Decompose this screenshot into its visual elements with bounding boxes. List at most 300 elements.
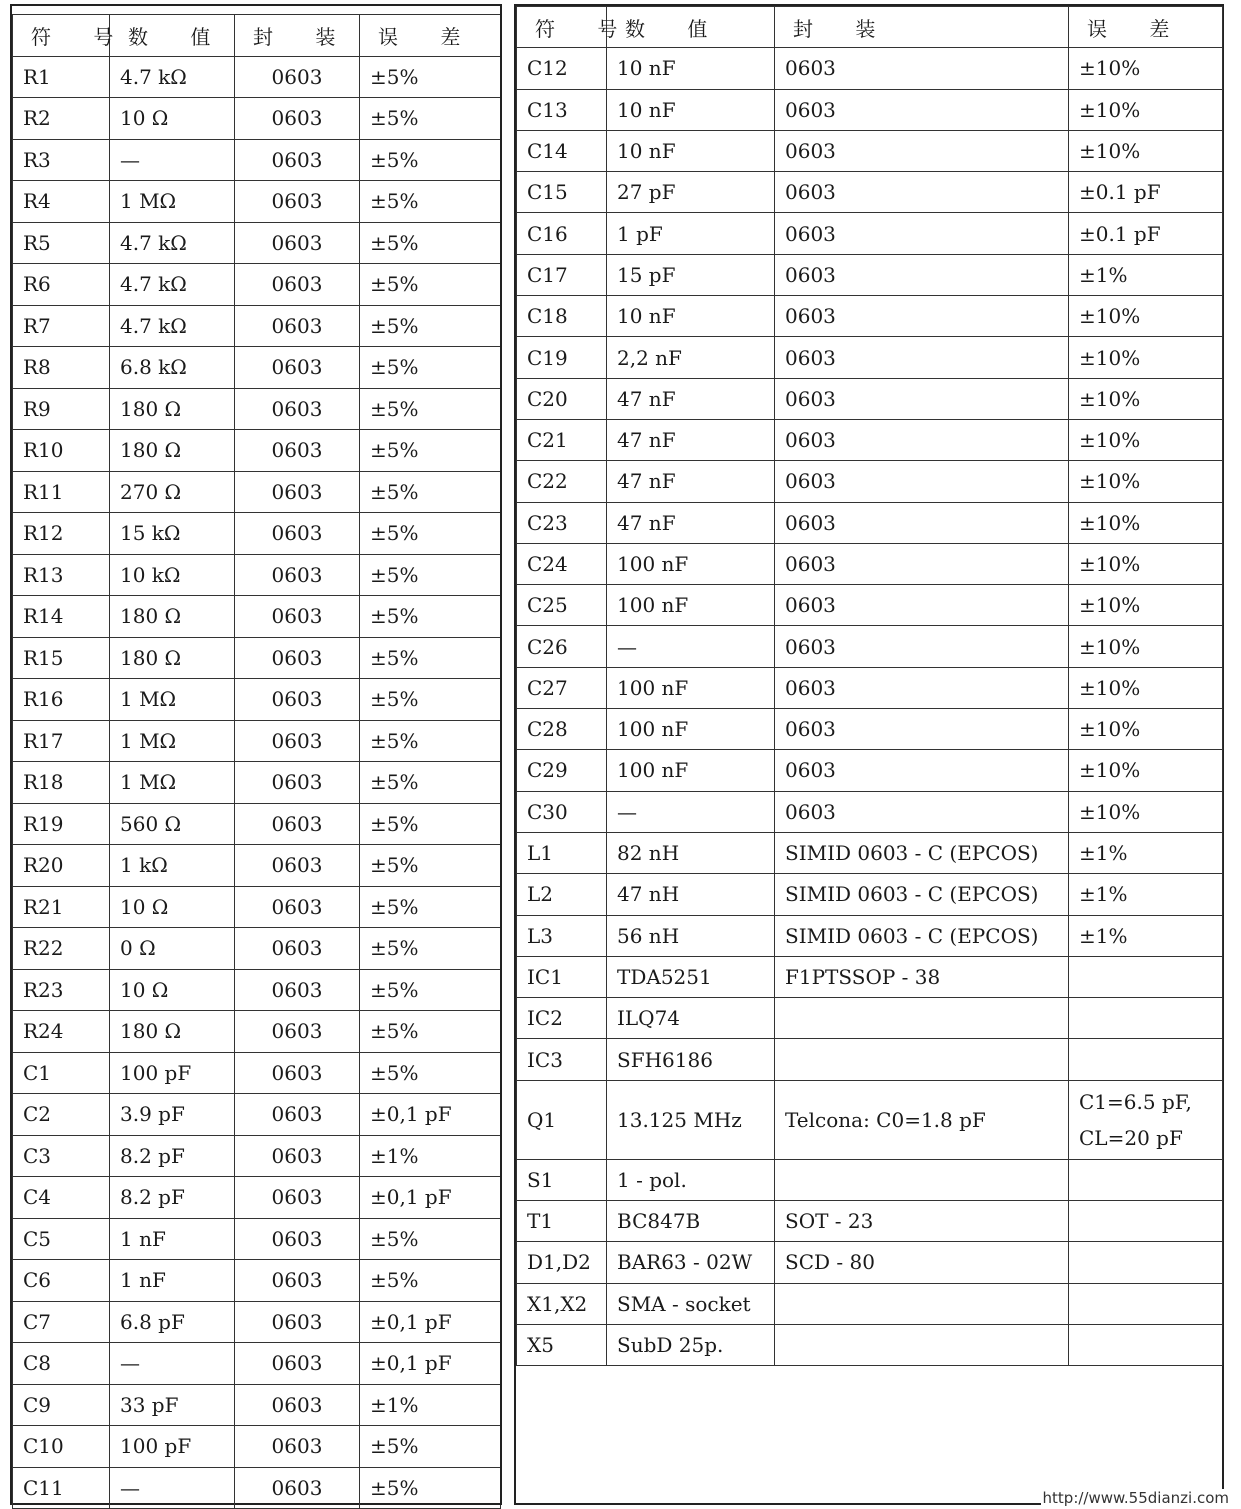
symbol-cell: C21 bbox=[517, 419, 607, 460]
value-cell: 1 nF bbox=[110, 1260, 235, 1302]
value-cell: 100 pF bbox=[110, 1426, 235, 1468]
tolerance-cell: ±1% bbox=[1069, 832, 1223, 873]
tolerance-cell: ±5% bbox=[360, 98, 501, 140]
table-row bbox=[517, 1080, 1223, 1159]
symbol-cell: R14 bbox=[13, 596, 110, 638]
tolerance-cell: ±5% bbox=[360, 762, 501, 804]
tolerance-cell: ±5% bbox=[360, 1467, 501, 1509]
table-row bbox=[517, 585, 1223, 626]
package-cell: 0603 bbox=[775, 213, 1069, 254]
value-cell: — bbox=[110, 1467, 235, 1509]
package-cell: 0603 bbox=[235, 1260, 360, 1302]
value-cell: 10 Ω bbox=[110, 886, 235, 928]
table-row bbox=[13, 1384, 501, 1426]
table-row bbox=[13, 1260, 501, 1302]
value-cell: 56 nH bbox=[607, 915, 775, 956]
tolerance-cell: ±5% bbox=[360, 264, 501, 306]
package-cell: 0603 bbox=[775, 626, 1069, 667]
tolerance-cell bbox=[1069, 1283, 1223, 1324]
tolerance-cell: ±5% bbox=[360, 388, 501, 430]
tolerance-cell: ±10% bbox=[1069, 502, 1223, 543]
symbol-cell: IC2 bbox=[517, 998, 607, 1039]
symbol-cell: Q1 bbox=[517, 1080, 607, 1159]
symbol-cell: X5 bbox=[517, 1324, 607, 1365]
symbol-cell: C8 bbox=[13, 1343, 110, 1385]
symbol-cell: L1 bbox=[517, 832, 607, 873]
table-row bbox=[13, 720, 501, 762]
tolerance-cell bbox=[1069, 1201, 1223, 1242]
symbol-cell: R17 bbox=[13, 720, 110, 762]
tolerance-cell: ±0.1 pF bbox=[1069, 172, 1223, 213]
value-cell: ILQ74 bbox=[607, 998, 775, 1039]
table-row bbox=[517, 1159, 1223, 1200]
table-row bbox=[517, 419, 1223, 460]
table-row bbox=[13, 222, 501, 264]
header-value: 数 值 bbox=[110, 15, 235, 57]
tolerance-cell: ±10% bbox=[1069, 48, 1223, 89]
table-row bbox=[13, 1011, 501, 1053]
package-cell: SIMID 0603 - C (EPCOS) bbox=[775, 915, 1069, 956]
header-package: 封 装 bbox=[775, 7, 1069, 48]
symbol-cell: C18 bbox=[517, 296, 607, 337]
tolerance-cell: ±5% bbox=[360, 554, 501, 596]
package-cell: 0603 bbox=[775, 130, 1069, 171]
table-row bbox=[13, 886, 501, 928]
symbol-cell: L2 bbox=[517, 874, 607, 915]
table-row bbox=[517, 89, 1223, 130]
value-cell: 10 Ω bbox=[110, 98, 235, 140]
package-cell: 0603 bbox=[775, 543, 1069, 584]
symbol-cell: R6 bbox=[13, 264, 110, 306]
tolerance-cell bbox=[1069, 998, 1223, 1039]
value-cell: 560 Ω bbox=[110, 803, 235, 845]
tolerance-cell: ±5% bbox=[360, 969, 501, 1011]
symbol-cell: R7 bbox=[13, 305, 110, 347]
symbol-cell: C11 bbox=[13, 1467, 110, 1509]
package-cell: 0603 bbox=[235, 886, 360, 928]
tolerance-cell: ±10% bbox=[1069, 709, 1223, 750]
table-row bbox=[517, 337, 1223, 378]
right-parts-table bbox=[516, 6, 1223, 1366]
package-cell: 0603 bbox=[775, 337, 1069, 378]
symbol-cell: C19 bbox=[517, 337, 607, 378]
table-row bbox=[517, 1039, 1223, 1080]
value-cell: 1 MΩ bbox=[110, 720, 235, 762]
value-cell: 4.7 kΩ bbox=[110, 56, 235, 98]
value-cell: 47 nF bbox=[607, 461, 775, 502]
value-cell: 4.7 kΩ bbox=[110, 222, 235, 264]
package-cell: 0603 bbox=[235, 1052, 360, 1094]
tolerance-cell: ±10% bbox=[1069, 130, 1223, 171]
package-cell: 0603 bbox=[775, 502, 1069, 543]
table-row bbox=[13, 803, 501, 845]
package-cell: 0603 bbox=[235, 1426, 360, 1468]
table-row bbox=[13, 1301, 501, 1343]
value-cell: 82 nH bbox=[607, 832, 775, 873]
package-cell: SIMID 0603 - C (EPCOS) bbox=[775, 874, 1069, 915]
value-cell: 100 nF bbox=[607, 543, 775, 584]
table-row bbox=[13, 56, 501, 98]
symbol-cell: C22 bbox=[517, 461, 607, 502]
tolerance-cell: ±5% bbox=[360, 886, 501, 928]
symbol-cell: X1,X2 bbox=[517, 1283, 607, 1324]
table-row bbox=[13, 98, 501, 140]
value-cell: 27 pF bbox=[607, 172, 775, 213]
table-row bbox=[517, 667, 1223, 708]
table-row bbox=[13, 596, 501, 638]
table-row bbox=[13, 430, 501, 472]
value-cell: 180 Ω bbox=[110, 637, 235, 679]
value-cell: 100 pF bbox=[110, 1052, 235, 1094]
symbol-cell: R8 bbox=[13, 347, 110, 389]
table-row bbox=[13, 139, 501, 181]
tolerance-cell: ±10% bbox=[1069, 667, 1223, 708]
table-row bbox=[13, 1094, 501, 1136]
value-cell: 47 nF bbox=[607, 419, 775, 460]
value-cell: 8.2 pF bbox=[110, 1135, 235, 1177]
tolerance-cell: ±5% bbox=[360, 1011, 501, 1053]
symbol-cell: T1 bbox=[517, 1201, 607, 1242]
table-row bbox=[517, 832, 1223, 873]
table-row bbox=[517, 915, 1223, 956]
value-cell: SFH6186 bbox=[607, 1039, 775, 1080]
value-cell: 1 MΩ bbox=[110, 762, 235, 804]
package-cell: 0603 bbox=[235, 181, 360, 223]
table-row bbox=[13, 388, 501, 430]
value-cell: 13.125 MHz bbox=[607, 1080, 775, 1159]
package-cell: 0603 bbox=[775, 296, 1069, 337]
package-cell: 0603 bbox=[775, 254, 1069, 295]
value-cell: 33 pF bbox=[110, 1384, 235, 1426]
package-cell: 0603 bbox=[235, 554, 360, 596]
symbol-cell: IC3 bbox=[517, 1039, 607, 1080]
header-package: 封 装 bbox=[235, 15, 360, 57]
value-cell: 1 MΩ bbox=[110, 679, 235, 721]
symbol-cell: C14 bbox=[517, 130, 607, 171]
package-cell: 0603 bbox=[235, 762, 360, 804]
tolerance-cell: ±10% bbox=[1069, 337, 1223, 378]
tolerance-cell bbox=[1069, 1159, 1223, 1200]
symbol-cell: D1,D2 bbox=[517, 1242, 607, 1283]
value-cell: 1 - pol. bbox=[607, 1159, 775, 1200]
table-row bbox=[517, 378, 1223, 419]
package-cell: 0603 bbox=[235, 430, 360, 472]
tolerance-cell: ±5% bbox=[360, 1218, 501, 1260]
tolerance-cell: ±10% bbox=[1069, 543, 1223, 584]
table-row bbox=[517, 130, 1223, 171]
tolerance-cell: ±10% bbox=[1069, 626, 1223, 667]
tolerance-cell: ±0,1 pF bbox=[360, 1343, 501, 1385]
value-cell: 47 nF bbox=[607, 378, 775, 419]
symbol-cell: C28 bbox=[517, 709, 607, 750]
tolerance-cell: ±5% bbox=[360, 1052, 501, 1094]
tolerance-cell: ±10% bbox=[1069, 378, 1223, 419]
symbol-cell: R9 bbox=[13, 388, 110, 430]
package-cell: 0603 bbox=[235, 56, 360, 98]
symbol-cell: C26 bbox=[517, 626, 607, 667]
table-row bbox=[13, 1343, 501, 1385]
package-cell: 0603 bbox=[775, 89, 1069, 130]
table-row bbox=[13, 554, 501, 596]
symbol-cell: C12 bbox=[517, 48, 607, 89]
table-row bbox=[517, 172, 1223, 213]
value-cell: 47 nH bbox=[607, 874, 775, 915]
table-row bbox=[517, 461, 1223, 502]
tolerance-cell: ±5% bbox=[360, 637, 501, 679]
value-cell: 10 nF bbox=[607, 48, 775, 89]
table-row bbox=[13, 347, 501, 389]
table-row bbox=[517, 296, 1223, 337]
value-cell: 180 Ω bbox=[110, 596, 235, 638]
value-cell: 8.2 pF bbox=[110, 1177, 235, 1219]
package-cell: 0603 bbox=[775, 378, 1069, 419]
tolerance-cell: ±1% bbox=[1069, 874, 1223, 915]
package-cell: 0603 bbox=[775, 667, 1069, 708]
package-cell: 0603 bbox=[235, 1094, 360, 1136]
value-cell: 4.7 kΩ bbox=[110, 264, 235, 306]
tolerance-cell: ±5% bbox=[360, 1260, 501, 1302]
value-cell: 3.9 pF bbox=[110, 1094, 235, 1136]
package-cell: 0603 bbox=[235, 1343, 360, 1385]
symbol-cell: R11 bbox=[13, 471, 110, 513]
table-row bbox=[517, 213, 1223, 254]
table-row bbox=[13, 637, 501, 679]
tolerance-cell: ±5% bbox=[360, 471, 501, 513]
value-cell: 270 Ω bbox=[110, 471, 235, 513]
table-row bbox=[13, 1177, 501, 1219]
package-cell: 0603 bbox=[235, 98, 360, 140]
value-cell: — bbox=[110, 1343, 235, 1385]
package-cell: 0603 bbox=[235, 305, 360, 347]
symbol-cell: C25 bbox=[517, 585, 607, 626]
tolerance-cell: ±1% bbox=[1069, 254, 1223, 295]
table-row bbox=[517, 998, 1223, 1039]
tolerance-cell: ±10% bbox=[1069, 89, 1223, 130]
symbol-cell: R19 bbox=[13, 803, 110, 845]
symbol-cell: R24 bbox=[13, 1011, 110, 1053]
tolerance-cell: ±5% bbox=[360, 181, 501, 223]
table-row bbox=[13, 762, 501, 804]
symbol-cell: R1 bbox=[13, 56, 110, 98]
package-cell: F1PTSSOP - 38 bbox=[775, 956, 1069, 997]
package-cell: 0603 bbox=[235, 513, 360, 555]
table-row bbox=[13, 1218, 501, 1260]
table-row bbox=[13, 969, 501, 1011]
tolerance-cell: ±10% bbox=[1069, 750, 1223, 791]
tolerance-cell: ±0,1 pF bbox=[360, 1301, 501, 1343]
table-row bbox=[13, 1135, 501, 1177]
package-cell: 0603 bbox=[235, 1384, 360, 1426]
tolerance-cell: ±5% bbox=[360, 679, 501, 721]
tolerance-cell: ±10% bbox=[1069, 296, 1223, 337]
value-cell: — bbox=[607, 791, 775, 832]
column-divider bbox=[500, 4, 516, 1505]
table-row bbox=[517, 1283, 1223, 1324]
value-cell: — bbox=[607, 626, 775, 667]
table-row bbox=[517, 956, 1223, 997]
value-cell: 10 kΩ bbox=[110, 554, 235, 596]
tolerance-cell bbox=[1069, 1242, 1223, 1283]
package-cell: 0603 bbox=[235, 596, 360, 638]
tolerance-cell bbox=[1069, 1039, 1223, 1080]
table-row bbox=[517, 874, 1223, 915]
package-cell: 0603 bbox=[775, 172, 1069, 213]
package-cell: 0603 bbox=[235, 1218, 360, 1260]
value-cell: 6.8 pF bbox=[110, 1301, 235, 1343]
package-cell: 0603 bbox=[775, 461, 1069, 502]
package-cell: 0603 bbox=[235, 679, 360, 721]
package-cell bbox=[775, 1039, 1069, 1080]
tolerance-cell: ±1% bbox=[1069, 915, 1223, 956]
symbol-cell: C24 bbox=[517, 543, 607, 584]
tolerance-cell: ±5% bbox=[360, 720, 501, 762]
tolerance-cell: ±5% bbox=[360, 928, 501, 970]
value-cell: 180 Ω bbox=[110, 1011, 235, 1053]
value-cell: 100 nF bbox=[607, 709, 775, 750]
value-cell: 180 Ω bbox=[110, 430, 235, 472]
value-cell: BAR63 - 02W bbox=[607, 1242, 775, 1283]
package-cell: 0603 bbox=[235, 264, 360, 306]
symbol-cell: C27 bbox=[517, 667, 607, 708]
table-row bbox=[13, 928, 501, 970]
tolerance-cell: ±5% bbox=[360, 222, 501, 264]
value-cell: 47 nF bbox=[607, 502, 775, 543]
symbol-cell: L3 bbox=[517, 915, 607, 956]
header-row bbox=[517, 7, 1223, 48]
symbol-cell: C10 bbox=[13, 1426, 110, 1468]
package-cell bbox=[775, 1159, 1069, 1200]
tolerance-cell: ±10% bbox=[1069, 461, 1223, 502]
tolerance-cell: ±5% bbox=[360, 305, 501, 347]
symbol-cell: R12 bbox=[13, 513, 110, 555]
table-row bbox=[517, 750, 1223, 791]
tolerance-cell: ±10% bbox=[1069, 585, 1223, 626]
table-row bbox=[517, 1324, 1223, 1365]
symbol-cell: C29 bbox=[517, 750, 607, 791]
table-row bbox=[13, 264, 501, 306]
symbol-cell: C1 bbox=[13, 1052, 110, 1094]
symbol-cell: C4 bbox=[13, 1177, 110, 1219]
table-row bbox=[13, 1426, 501, 1468]
package-cell bbox=[775, 998, 1069, 1039]
package-cell bbox=[775, 1324, 1069, 1365]
symbol-cell: R3 bbox=[13, 139, 110, 181]
symbol-cell: C2 bbox=[13, 1094, 110, 1136]
symbol-cell: R15 bbox=[13, 637, 110, 679]
value-cell: 4.7 kΩ bbox=[110, 305, 235, 347]
value-cell: 15 kΩ bbox=[110, 513, 235, 555]
tolerance-cell bbox=[1069, 956, 1223, 997]
value-cell: 100 nF bbox=[607, 585, 775, 626]
value-cell: 2,2 nF bbox=[607, 337, 775, 378]
value-cell: 15 pF bbox=[607, 254, 775, 295]
symbol-cell: R22 bbox=[13, 928, 110, 970]
value-cell: 100 nF bbox=[607, 667, 775, 708]
value-cell: 10 Ω bbox=[110, 969, 235, 1011]
package-cell: SCD - 80 bbox=[775, 1242, 1069, 1283]
package-cell: 0603 bbox=[775, 48, 1069, 89]
tolerance-cell: ±0,1 pF bbox=[360, 1094, 501, 1136]
tolerance-cell: ±5% bbox=[360, 596, 501, 638]
value-cell: — bbox=[110, 139, 235, 181]
table-row bbox=[13, 181, 501, 223]
package-cell: 0603 bbox=[235, 720, 360, 762]
package-cell: 0603 bbox=[775, 585, 1069, 626]
tolerance-cell: ±5% bbox=[360, 845, 501, 887]
package-cell: 0603 bbox=[235, 347, 360, 389]
symbol-cell: C23 bbox=[517, 502, 607, 543]
left-parts-table bbox=[12, 14, 501, 1509]
package-cell: 0603 bbox=[235, 969, 360, 1011]
package-cell: 0603 bbox=[235, 928, 360, 970]
table-row bbox=[13, 513, 501, 555]
watermark: http://www.55dianzi.com bbox=[1042, 1489, 1229, 1507]
symbol-cell: R20 bbox=[13, 845, 110, 887]
header-row bbox=[13, 15, 501, 57]
table-row bbox=[517, 502, 1223, 543]
tolerance-cell: ±5% bbox=[360, 1426, 501, 1468]
table-row bbox=[517, 791, 1223, 832]
tolerance-cell: ±5% bbox=[360, 513, 501, 555]
tolerance-cell: ±1% bbox=[360, 1384, 501, 1426]
value-cell: 10 nF bbox=[607, 130, 775, 171]
package-cell: 0603 bbox=[235, 388, 360, 430]
table-row bbox=[517, 254, 1223, 295]
symbol-cell: C5 bbox=[13, 1218, 110, 1260]
symbol-cell: R23 bbox=[13, 969, 110, 1011]
table-row bbox=[13, 1052, 501, 1094]
value-cell: 1 nF bbox=[110, 1218, 235, 1260]
value-cell: 180 Ω bbox=[110, 388, 235, 430]
package-cell: 0603 bbox=[235, 222, 360, 264]
symbol-cell: R2 bbox=[13, 98, 110, 140]
tolerance-cell: ±5% bbox=[360, 139, 501, 181]
tolerance-cell: ±10% bbox=[1069, 791, 1223, 832]
header-symbol: 符 号 bbox=[13, 15, 110, 57]
symbol-cell: C30 bbox=[517, 791, 607, 832]
symbol-cell: C20 bbox=[517, 378, 607, 419]
package-cell: 0603 bbox=[235, 139, 360, 181]
tolerance-cell: ±10% bbox=[1069, 419, 1223, 460]
package-cell: 0603 bbox=[235, 1467, 360, 1509]
value-cell: 6.8 kΩ bbox=[110, 347, 235, 389]
package-cell: 0603 bbox=[235, 845, 360, 887]
tolerance-cell: ±5% bbox=[360, 347, 501, 389]
symbol-cell: C17 bbox=[517, 254, 607, 295]
tolerance-cell: ±1% bbox=[360, 1135, 501, 1177]
symbol-cell: C6 bbox=[13, 1260, 110, 1302]
value-cell: 1 MΩ bbox=[110, 181, 235, 223]
symbol-cell: C9 bbox=[13, 1384, 110, 1426]
value-cell: 10 nF bbox=[607, 296, 775, 337]
value-cell: BC847B bbox=[607, 1201, 775, 1242]
value-cell: 0 Ω bbox=[110, 928, 235, 970]
symbol-cell: S1 bbox=[517, 1159, 607, 1200]
symbol-cell: R21 bbox=[13, 886, 110, 928]
tolerance-cell: ±5% bbox=[360, 430, 501, 472]
symbol-cell: C3 bbox=[13, 1135, 110, 1177]
table-row bbox=[517, 48, 1223, 89]
symbol-cell: R16 bbox=[13, 679, 110, 721]
symbol-cell: C7 bbox=[13, 1301, 110, 1343]
tolerance-cell: ±0.1 pF bbox=[1069, 213, 1223, 254]
value-cell: SMA - socket bbox=[607, 1283, 775, 1324]
package-cell: 0603 bbox=[235, 471, 360, 513]
value-cell: TDA5251 bbox=[607, 956, 775, 997]
value-cell: 1 kΩ bbox=[110, 845, 235, 887]
package-cell: 0603 bbox=[235, 1177, 360, 1219]
table-row bbox=[517, 1201, 1223, 1242]
